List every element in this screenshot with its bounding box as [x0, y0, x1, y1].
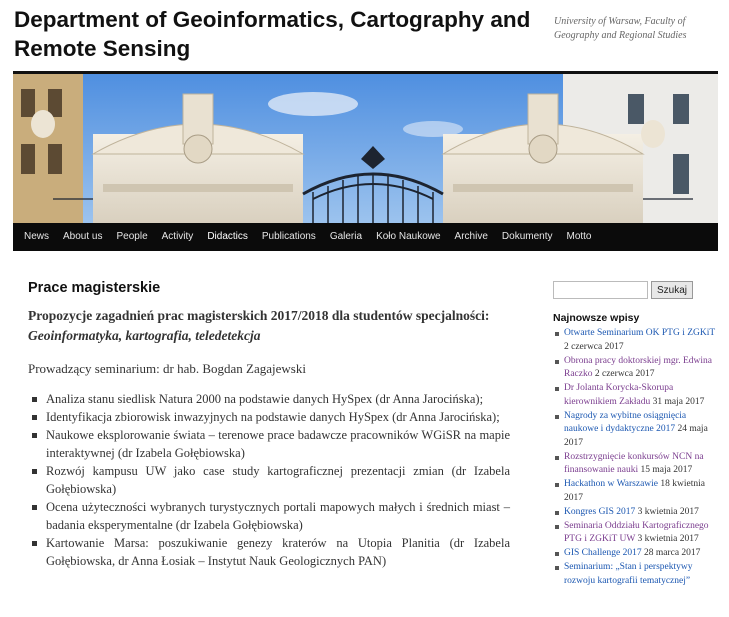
- list-item: [553, 410, 719, 451]
- post-date: 24 maja 2017: [564, 424, 708, 448]
- recent-post-link[interactable]: Obrona pracy doktorskiej mgr. Edwina Raczko: [564, 355, 713, 379]
- site-title[interactable]: Department of Geoinformatics, Cartography and Remote Sensing: [14, 7, 531, 61]
- list-item: [553, 382, 719, 409]
- header-banner-image: [13, 71, 718, 223]
- post-date: 2 czerwca 2017: [564, 341, 624, 352]
- list-item: [553, 506, 719, 520]
- post-date: 18 kwietnia 2017: [564, 479, 705, 503]
- recent-post-link[interactable]: GIS Challenge 2017: [564, 548, 642, 558]
- post-date: 31 maja 2017: [650, 396, 705, 407]
- main-content: [28, 280, 510, 570]
- post-date: 28 marca 2017: [641, 548, 701, 558]
- list-item: Ocena użyteczności wybranych turystycznych portali mapowych małych i średnich miast – badania eksperymentalne (dr Izabela Gołębiowska): [28, 498, 510, 534]
- nav-item-motto[interactable]: Motto: [566, 231, 592, 242]
- nav-item-activity[interactable]: Activity: [161, 231, 194, 242]
- list-item: [553, 561, 719, 588]
- site-description: University of Warsaw, Faculty of Geography and Regional Studies: [554, 16, 687, 41]
- intro-specialty: Geoinformatyka, kartografia, teledetekcja: [28, 328, 261, 343]
- recent-post-link[interactable]: Seminaria Oddziału Kartograficznego PTG i ZGKiT UW: [564, 520, 709, 544]
- nav-item-archive[interactable]: Archive: [454, 231, 488, 242]
- nav-item-people[interactable]: People: [116, 231, 148, 242]
- list-item: [553, 547, 719, 561]
- nav-item-kolo-naukowe[interactable]: Koło Naukowe: [376, 231, 441, 242]
- nav-item-didactics[interactable]: Didactics: [207, 231, 248, 242]
- post-date: 15 maja 2017: [638, 465, 693, 475]
- nav-item-publications[interactable]: Publications: [261, 231, 316, 242]
- list-item: Analiza stanu siedlisk Natura 2000 na podstawie danych HySpex (dr Anna Jarocińska);: [28, 390, 510, 408]
- search-input[interactable]: [553, 281, 648, 299]
- recent-posts-title: Najnowsze wpisy: [553, 312, 640, 324]
- list-item: Rozwój kampusu UW jako case study kartograficznej prezentacji zmian (dr Izabela Gołębiowska): [28, 462, 510, 498]
- nav-item-about-us[interactable]: About us: [63, 231, 103, 242]
- sidebar: [553, 312, 719, 589]
- recent-post-link[interactable]: Kongres GIS 2017: [564, 506, 636, 517]
- list-item: [553, 478, 719, 505]
- list-item: [553, 451, 719, 478]
- list-item: Identyfikacja zbiorowisk inwazyjnych na podstawie danych HySpex (dr Anna Jarocińska);: [28, 408, 510, 426]
- recent-posts-list: [553, 327, 719, 588]
- recent-post-link[interactable]: Hackathon w Warszawie: [564, 479, 659, 489]
- nav-item-dokumenty[interactable]: Dokumenty: [501, 231, 553, 242]
- nav-item-galeria[interactable]: Galeria: [329, 231, 363, 242]
- recent-post-link[interactable]: Dr Jolanta Korycka-Skorupa kierownikiem Zakładu: [564, 383, 674, 407]
- page-title: Prace magisterskie: [28, 280, 161, 296]
- post-date: 2 czerwca 2017: [592, 369, 655, 379]
- thesis-topics-list: [28, 390, 510, 570]
- search-form: [553, 281, 693, 299]
- recent-post-link[interactable]: Rozstrzygnięcie konkursów NCN na finansowanie nauki: [564, 451, 704, 475]
- recent-post-link[interactable]: Seminarium: „Stan i perspektywy rozwoju kartografii tematycznej”: [564, 562, 693, 586]
- intro-text: [28, 306, 510, 346]
- list-item: [553, 355, 719, 382]
- recent-post-link[interactable]: Otwarte Seminarium OK PTG i ZGKiT: [564, 328, 716, 338]
- recent-post-link[interactable]: Nagrody za wybitne osiągnięcia naukowe i dydaktyczne 2017: [564, 410, 687, 434]
- post-date: 3 kwietnia 2017: [635, 534, 699, 544]
- seminar-supervisor: Prowadzący seminarium: dr hab. Bogdan Zagajewski: [28, 361, 306, 376]
- list-item: Naukowe eksplorowanie świata – terenowe prace badawcze pracowników WGiSR na mapie interaktywnej (dr Izabela Gołębiowska): [28, 426, 510, 462]
- search-button[interactable]: Szukaj: [651, 281, 693, 299]
- list-item: [553, 520, 719, 547]
- main-navigation: [13, 223, 718, 251]
- nav-item-news[interactable]: News: [24, 231, 50, 242]
- intro-prefix: Propozycje zagadnień prac magisterskich 2017/2018 dla studentów specjalności:: [28, 308, 490, 323]
- post-date: 3 kwietnia 2017: [635, 506, 699, 517]
- list-item: Kartowanie Marsa: poszukiwanie genezy kraterów na Utopia Planitia (dr Izabela Gołębiowska, dr Anna Łosiak – Instytut Nauk Geologicznych PAN): [28, 534, 510, 570]
- list-item: [553, 327, 719, 354]
